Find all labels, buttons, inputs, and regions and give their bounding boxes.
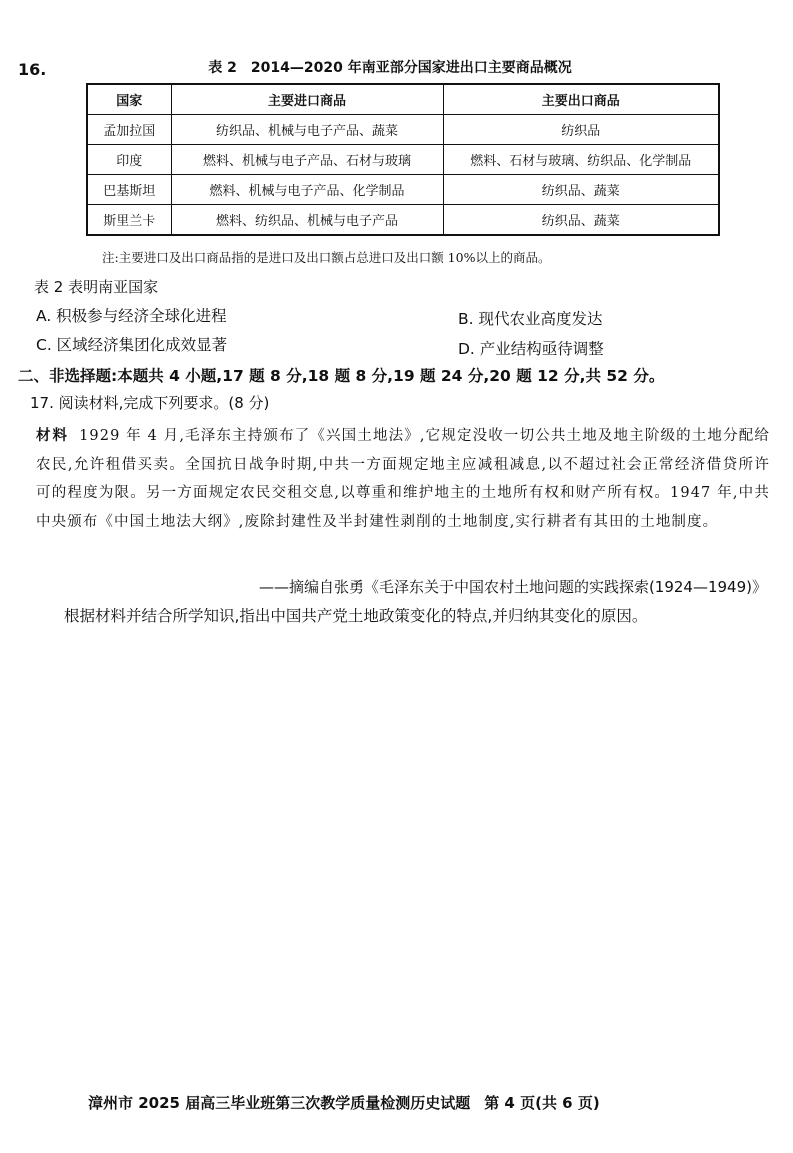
cell-imports: 纺织品、机械与电子产品、蔬菜 xyxy=(171,115,443,145)
header-imports: 主要进口商品 xyxy=(171,84,443,115)
table-row xyxy=(87,145,719,175)
exam-title: 漳州市 2025 届高三毕业班第三次教学质量检测历史试题 xyxy=(88,1094,471,1112)
cell-country: 印度 xyxy=(87,145,171,175)
table-row xyxy=(87,175,719,205)
cell-imports: 燃料、机械与电子产品、石材与玻璃 xyxy=(171,145,443,175)
header-exports: 主要出口商品 xyxy=(443,84,719,115)
question-16-stem: 表 2 表明南亚国家 xyxy=(34,278,159,296)
material-passage xyxy=(36,422,770,536)
cell-exports: 纺织品、蔬菜 xyxy=(443,205,719,236)
page-number: 第 4 页(共 6 页) xyxy=(484,1094,600,1112)
cell-exports: 纺织品 xyxy=(443,115,719,145)
cell-country: 孟加拉国 xyxy=(87,115,171,145)
table-header-row xyxy=(87,84,719,115)
option-d[interactable]: D. 产业结构亟待调整 xyxy=(458,340,604,358)
cell-imports: 燃料、纺织品、机械与电子产品 xyxy=(171,205,443,236)
question-16-number: 16. xyxy=(18,60,47,79)
material-text: 1929 年 4 月,毛泽东主持颁布了《兴国土地法》,它规定没收一切公共土地及地主阶级的土地分配给农民,允许租借买卖。全国抗日战争时期,中共一方面规定地主应减租减息,以不超过社会正常经济借贷所许可的程度为限。另一方面规定农民交租交息,以尊重和维护地主的土地所有权和财产所有权。1947 年,中共中央颁布《中国土地法大纲》,废除封建性及半封建性剥削的土地制度,实行耕者有其田的土地制度。 xyxy=(36,428,770,530)
option-c[interactable]: C. 区域经济集团化成效显著 xyxy=(36,336,228,354)
material-source: ——摘编自张勇《毛泽东关于中国农村土地问题的实践探索(1924—1949)》 xyxy=(258,578,767,596)
trade-table xyxy=(86,83,720,236)
page-footer xyxy=(88,1092,600,1113)
question-17-prompt: 根据材料并结合所学知识,指出中国共产党土地政策变化的特点,并归纳其变化的原因。 xyxy=(64,607,648,625)
table-row xyxy=(87,115,719,145)
header-country: 国家 xyxy=(87,84,171,115)
cell-country: 巴基斯坦 xyxy=(87,175,171,205)
option-a[interactable]: A. 积极参与经济全球化进程 xyxy=(36,307,227,325)
option-b[interactable]: B. 现代农业高度发达 xyxy=(458,310,603,328)
cell-exports: 燃料、石材与玻璃、纺织品、化学制品 xyxy=(443,145,719,175)
question-17-header: 17. 阅读材料,完成下列要求。(8 分) xyxy=(30,394,270,412)
table-row xyxy=(87,205,719,236)
table-caption: 表 2 2014—2020 年南亚部分国家进出口主要商品概况 xyxy=(208,60,572,76)
table-note: 注:主要进口及出口商品指的是进口及出口额占总进口及出口额 10%以上的商品。 xyxy=(102,250,551,265)
material-label: 材料 xyxy=(36,428,70,444)
cell-exports: 纺织品、蔬菜 xyxy=(443,175,719,205)
cell-country: 斯里兰卡 xyxy=(87,205,171,236)
section-2-heading: 二、非选择题:本题共 4 小题,17 题 8 分,18 题 8 分,19 题 24 分,20 题 12 分,共 52 分。 xyxy=(18,367,665,385)
cell-imports: 燃料、机械与电子产品、化学制品 xyxy=(171,175,443,205)
